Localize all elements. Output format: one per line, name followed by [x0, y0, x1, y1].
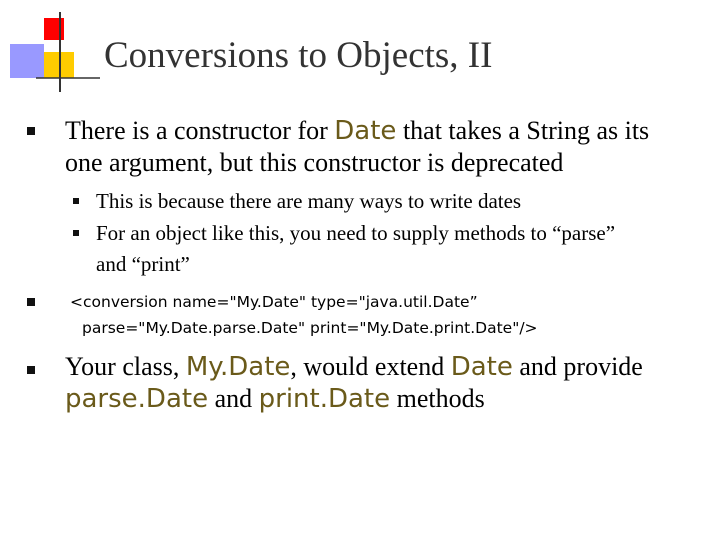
bullet-1-line-2: one argument, but this constructor is deprecated — [65, 148, 564, 177]
bullet-3-text-c: and provide — [512, 352, 643, 381]
sub-bullet-marker-2 — [73, 230, 79, 236]
slide-title: Conversions to Objects, II — [104, 35, 493, 76]
bullet-marker-1 — [27, 127, 35, 135]
sub-bullet-2-line-1: For an object like this, you need to supply methods to “parse” — [96, 221, 616, 245]
bullet-2-line-2: parse="My.Date.parse.Date" print="My.Date.print.Date"/> — [82, 319, 538, 337]
bullet-1-line-1 — [65, 115, 649, 147]
bullet-2-line-1: <conversion name="My.Date" type="java.util.Date” — [70, 293, 478, 311]
bullet-1-text-end: that takes a String as its — [396, 116, 650, 145]
bullet-marker-3 — [27, 366, 35, 374]
bullet-3-text-b: , would extend — [290, 352, 451, 381]
bullet-1-code-date: Date — [334, 116, 397, 146]
bullet-3-text-a: Your class, — [65, 352, 186, 381]
bullet-3-code-parsedate: parse.Date — [65, 384, 209, 414]
logo-blue-square — [10, 44, 44, 78]
bullet-3-code-mydate: My.Date — [185, 352, 291, 382]
bullet-3-line-2 — [65, 383, 485, 415]
bullet-3-text-e: methods — [390, 384, 485, 413]
bullet-3-code-printdate: print.Date — [258, 384, 391, 414]
bullet-marker-2 — [27, 298, 35, 306]
bullet-3-text-d: and — [208, 384, 259, 413]
sub-bullet-marker-1 — [73, 198, 79, 204]
bullet-3-line-1 — [65, 351, 643, 383]
bullet-3-code-date: Date — [450, 352, 513, 382]
sub-bullet-1: This is because there are many ways to write dates — [96, 189, 522, 213]
slide-logo-graphic — [0, 0, 100, 100]
sub-bullet-2-line-2: and “print” — [96, 252, 190, 276]
bullet-1-text-start: There is a constructor for — [65, 116, 335, 145]
